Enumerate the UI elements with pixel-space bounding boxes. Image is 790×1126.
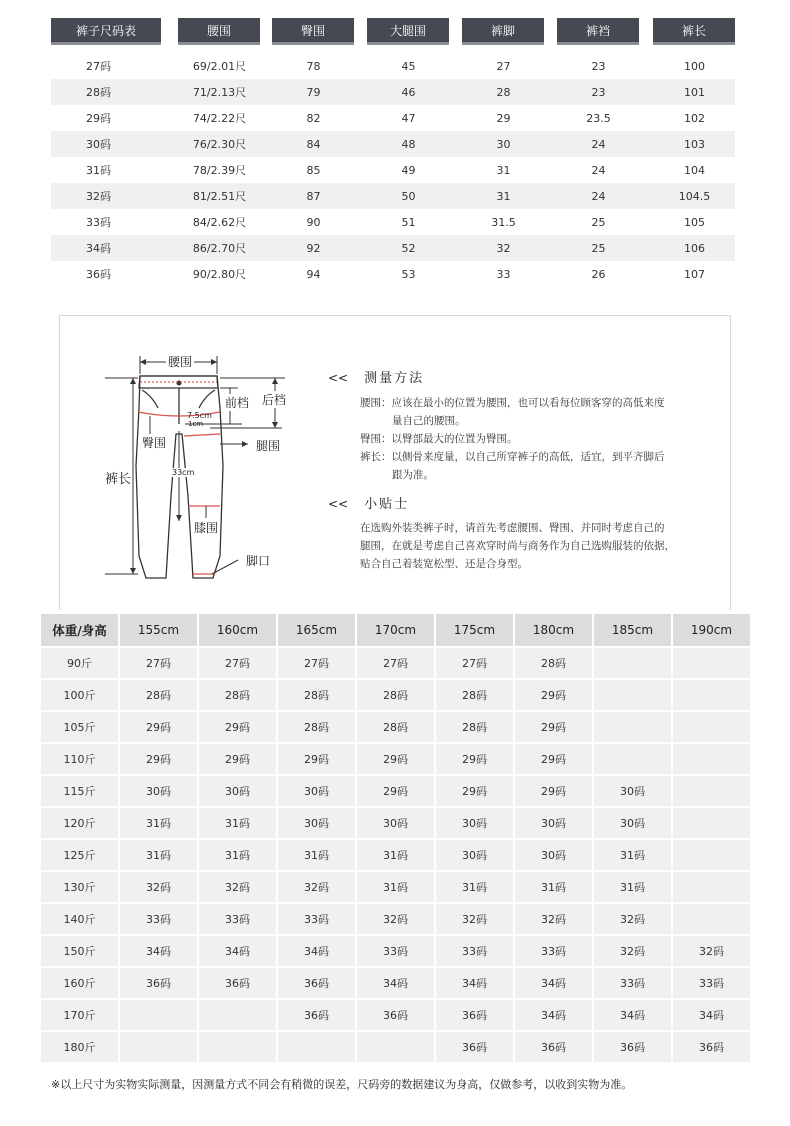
size-chart-cell: 92 [306,241,321,255]
tips-line: 贴合自己着装宽松型、还是合身型。 [360,558,528,570]
recommend-size-cell: 33码 [436,936,513,966]
recommend-size-cell: 32码 [278,872,355,902]
recommend-size-cell [199,1032,276,1062]
recommend-height-cell: 160cm [199,614,276,646]
tips-line: 腿围，在就是考虑自己喜欢穿时尚与商务作为自己选购服装的依据， [360,540,675,552]
size-chart-row [51,261,735,287]
recommend-size-cell [673,872,750,902]
size-chart-cell: 84 [306,137,321,151]
recommend-size-cell [594,648,671,678]
method-text [360,394,720,484]
recommend-size-cell [673,904,750,934]
recommend-size-cell: 36码 [594,1032,671,1062]
recommend-size-cell: 28码 [199,680,276,710]
size-chart-cell: 71/2.13尺 [192,86,247,99]
size-chart-cell: 31码 [86,164,111,177]
pocket-right [199,390,215,408]
size-chart-cell: 84/2.62尺 [192,216,247,229]
recommend-size-cell [199,1000,276,1030]
recommend-row [41,872,750,904]
size-chart-cell: 78/2.39尺 [192,164,247,177]
recommend-header-row [41,614,750,648]
recommend-size-cell: 30码 [594,776,671,806]
label-front-rise: 前档 [225,396,250,410]
size-chart-cell: 27码 [86,60,111,73]
recommend-size-cell: 31码 [278,840,355,870]
recommend-height-cell: 165cm [278,614,355,646]
size-chart-cell: 47 [401,111,416,125]
recommend-size-cell: 31码 [357,872,434,902]
size-chart-header-cell: 大腿围 [367,18,449,45]
size-chart-cell: 100 [684,59,705,73]
size-chart-row [51,235,735,261]
size-chart-row [51,79,735,105]
size-chart-row [51,157,735,183]
size-chart-cell: 48 [401,137,416,151]
method-line: 臀围：以臀部最大的位置为臀围。 [360,433,518,445]
size-chart-cell: 27 [496,59,511,73]
recommend-size-cell: 29码 [120,712,197,742]
recommend-size-cell: 28码 [278,680,355,710]
size-chart-cell: 31.5 [491,215,516,229]
recommend-row [41,968,750,1000]
recommend-size-cell: 33码 [120,904,197,934]
recommend-size-cell: 27码 [120,648,197,678]
recommend-size-cell: 29码 [120,744,197,774]
size-chart-cell: 76/2.30尺 [192,138,247,151]
size-chart-cell: 86/2.70尺 [192,242,247,255]
recommend-row [41,648,750,680]
size-chart-cell: 23.5 [586,111,611,125]
size-chart-cell: 33码 [86,216,111,229]
recommend-size-cell: 36码 [199,968,276,998]
size-chart-header-cell: 裤子尺码表 [51,18,161,45]
recommend-size-cell [594,712,671,742]
method-line: 跟为准。 [392,469,434,481]
recommend-weight-cell: 130斤 [41,872,118,902]
size-chart-cell: 46 [401,85,416,99]
recommend-size-cell [673,776,750,806]
recommend-height-cell: 155cm [120,614,197,646]
size-chart-cell: 28 [496,85,511,99]
tips-line: 在选购外装类裤子时，请首先考虑腰围、臀围、并同时考虑自己的 [360,522,665,534]
recommend-size-cell: 29码 [436,744,513,774]
recommend-size-cell: 29码 [357,744,434,774]
size-chart-cell: 103 [684,137,705,151]
recommend-size-cell: 30码 [199,776,276,806]
label-waist: 腰围 [168,355,193,369]
footnote: ※以上尺寸为实物实际测量，因测量方式不同会有稍微的误差，尺码旁的数据建议为身高，仅做参考，以收到实物为准。 [51,1078,633,1091]
recommend-weight-cell: 115斤 [41,776,118,806]
size-chart-cell: 25 [591,241,606,255]
recommend-height-cell: 180cm [515,614,592,646]
recommend-row [41,776,750,808]
recommend-size-cell: 36码 [357,1000,434,1030]
recommend-size-cell: 36码 [515,1032,592,1062]
recommend-size-cell: 30码 [357,808,434,838]
recommend-row [41,1032,750,1064]
recommend-weight-cell: 125斤 [41,840,118,870]
size-chart-cell: 49 [401,163,416,177]
recommend-size-cell [120,1032,197,1062]
recommend-row [41,904,750,936]
size-chart-cell: 25 [591,215,606,229]
size-chart-cell: 24 [591,163,606,177]
label-length: 裤长 [105,468,131,487]
size-chart-cell: 87 [306,189,321,203]
tips-text [360,519,720,573]
recommend-size-cell: 29码 [199,712,276,742]
recommend-weight-cell: 90斤 [41,648,118,678]
recommend-size-cell: 29码 [515,680,592,710]
recommend-size-cell: 29码 [278,744,355,774]
recommend-size-cell [673,744,750,774]
size-chart-header-cell: 腰围 [178,18,260,45]
recommend-size-cell: 30码 [278,776,355,806]
recommend-size-cell: 34码 [515,968,592,998]
recommend-size-cell [278,1032,355,1062]
recommend-height-cell: 175cm [436,614,513,646]
recommend-table [41,614,750,1064]
recommend-size-cell: 31码 [120,840,197,870]
recommend-size-cell: 32码 [199,872,276,902]
recommend-weight-cell: 140斤 [41,904,118,934]
recommend-size-cell: 29码 [436,776,513,806]
recommend-size-cell: 29码 [515,744,592,774]
recommend-size-cell: 29码 [515,712,592,742]
recommend-size-cell [673,680,750,710]
recommend-size-cell [357,1032,434,1062]
size-chart-cell: 51 [401,215,416,229]
size-chart-cell: 79 [306,85,321,99]
recommend-size-cell: 34码 [357,968,434,998]
recommend-size-cell: 34码 [278,936,355,966]
recommend-height-cell: 170cm [357,614,434,646]
size-chart-cell: 34码 [86,242,111,255]
size-chart-cell: 24 [591,189,606,203]
recommend-size-cell: 36码 [436,1032,513,1062]
recommend-size-cell: 33码 [673,968,750,998]
recommend-size-cell: 32码 [436,904,513,934]
size-chart-table [51,18,735,281]
size-chart-header-cell: 裤长 [653,18,735,45]
label-hip: 臀围 [142,436,167,450]
recommend-size-cell: 27码 [278,648,355,678]
chevron-icon: << [328,371,349,385]
recommend-size-cell: 28码 [357,712,434,742]
pocket-left [142,390,158,408]
size-chart-cell: 85 [306,163,321,177]
size-chart-row [51,209,735,235]
tips-title [328,493,409,512]
size-chart-cell: 45 [401,59,416,73]
recommend-size-cell: 32码 [594,904,671,934]
size-chart-row [51,53,735,79]
recommend-size-cell: 34码 [673,1000,750,1030]
label-back-rise: 后档 [262,393,287,407]
recommend-size-cell: 30码 [120,776,197,806]
label-thigh: 腿围 [256,439,281,453]
recommend-size-cell: 34码 [120,936,197,966]
size-chart-cell: 33 [496,267,511,281]
size-chart-cell: 90 [306,215,321,229]
recommend-size-cell: 31码 [436,872,513,902]
recommend-size-cell: 34码 [594,1000,671,1030]
recommend-size-cell: 29码 [357,776,434,806]
tips-title-text: 小贴士 [364,497,410,512]
size-chart-header-cell: 裤脚 [462,18,544,45]
recommend-size-cell: 27码 [357,648,434,678]
recommend-size-cell: 28码 [436,680,513,710]
method-line: 量自己的腰围。 [392,415,466,427]
recommend-size-cell: 32码 [515,904,592,934]
size-chart-cell: 26 [591,267,606,281]
size-chart-cell: 106 [684,241,705,255]
recommend-size-cell: 30码 [436,840,513,870]
recommend-size-cell: 28码 [120,680,197,710]
size-chart-cell: 105 [684,215,705,229]
size-chart-cell: 90/2.80尺 [192,268,247,281]
recommend-height-cell: 185cm [594,614,671,646]
recommend-size-cell: 34码 [199,936,276,966]
recommend-size-cell: 36码 [436,1000,513,1030]
method-line: 腰围：应该在最小的位置为腰围，也可以看每位顾客穿的高低来度 [360,397,665,409]
label-dim-1cm: 1cm [188,420,204,428]
recommend-weight-cell: 100斤 [41,680,118,710]
size-chart-cell: 50 [401,189,416,203]
label-hem: 脚口 [246,554,271,568]
method-title [328,367,424,386]
recommend-size-cell: 34码 [515,1000,592,1030]
recommend-size-cell [673,648,750,678]
recommend-size-cell: 32码 [120,872,197,902]
size-chart-cell: 82 [306,111,321,125]
size-chart-cell: 28码 [86,86,111,99]
size-chart-row [51,183,735,209]
recommend-weight-cell: 120斤 [41,808,118,838]
recommend-size-cell: 36码 [278,1000,355,1030]
recommend-size-cell [673,808,750,838]
recommend-size-cell [673,840,750,870]
recommend-size-cell: 31码 [199,840,276,870]
recommend-size-cell: 32码 [594,936,671,966]
recommend-size-cell: 36码 [278,968,355,998]
size-chart-cell: 23 [591,85,606,99]
recommend-size-cell: 33码 [357,936,434,966]
recommend-weight-cell: 150斤 [41,936,118,966]
recommend-size-cell: 32码 [673,936,750,966]
recommend-size-cell: 31码 [199,808,276,838]
recommend-size-cell: 30码 [594,808,671,838]
size-chart-cell: 94 [306,267,321,281]
size-chart-cell: 24 [591,137,606,151]
size-chart-cell: 30 [496,137,511,151]
size-chart-cell: 78 [306,59,321,73]
measurement-guide [59,315,731,610]
size-chart-header-cell: 臀围 [272,18,354,45]
size-chart-cell: 104 [684,163,705,177]
recommend-size-cell: 31码 [594,872,671,902]
recommend-size-cell [594,680,671,710]
recommend-row [41,680,750,712]
size-chart-cell: 102 [684,111,705,125]
recommend-size-cell: 28码 [436,712,513,742]
recommend-row [41,936,750,968]
arrow-heads [130,359,281,574]
size-chart-cell: 101 [684,85,705,99]
recommend-size-cell: 28码 [278,712,355,742]
size-chart-cell: 52 [401,241,416,255]
recommend-size-cell: 33码 [199,904,276,934]
recommend-size-cell [594,744,671,774]
recommend-row [41,840,750,872]
size-chart-cell: 74/2.22尺 [192,112,247,125]
chevron-icon: << [328,497,349,511]
size-chart-cell: 31 [496,163,511,177]
recommend-row [41,808,750,840]
size-chart-cell: 32码 [86,190,111,203]
size-chart-cell: 29 [496,111,511,125]
size-chart-cell: 32 [496,241,511,255]
recommend-size-cell [120,1000,197,1030]
recommend-size-cell: 32码 [357,904,434,934]
recommend-weight-cell: 105斤 [41,712,118,742]
recommend-size-cell: 36码 [120,968,197,998]
size-chart-cell: 36码 [86,268,111,281]
recommend-weight-cell: 180斤 [41,1032,118,1062]
recommend-size-cell: 27码 [199,648,276,678]
recommend-size-cell: 33码 [515,936,592,966]
recommend-row [41,744,750,776]
label-knee: 膝围 [194,521,219,535]
recommend-size-cell: 29码 [199,744,276,774]
recommend-weight-cell: 170斤 [41,1000,118,1030]
size-chart-header-cell: 裤裆 [557,18,639,45]
recommend-size-cell: 27码 [436,648,513,678]
recommend-corner-cell: 体重/身高 [41,614,118,646]
size-chart-cell: 30码 [86,138,111,151]
recommend-size-cell: 34码 [436,968,513,998]
size-chart-header [51,18,735,45]
size-chart-cell: 23 [591,59,606,73]
recommend-size-cell: 33码 [278,904,355,934]
recommend-row [41,1000,750,1032]
recommend-size-cell: 30码 [515,808,592,838]
label-dim-33cm: 33cm [172,468,195,477]
label-dim-7-5cm: 7.5cm [187,411,212,420]
size-chart-cell: 107 [684,267,705,281]
size-chart-body [51,53,735,287]
recommend-size-cell: 36码 [673,1032,750,1062]
size-chart-cell: 31 [496,189,511,203]
recommend-size-cell: 29码 [515,776,592,806]
recommend-size-cell [673,712,750,742]
size-chart-cell: 81/2.51尺 [192,190,247,203]
method-line: 裤长：以侧骨来度量，以自己所穿裤子的高低，适宜，到平齐脚后 [360,451,665,463]
size-chart-row [51,105,735,131]
recommend-size-cell: 30码 [436,808,513,838]
recommend-size-cell: 31码 [357,840,434,870]
recommend-size-cell: 31码 [515,872,592,902]
size-chart-cell: 104.5 [678,189,711,203]
thigh-line [184,434,220,436]
recommend-size-cell: 33码 [594,968,671,998]
recommend-size-cell: 28码 [357,680,434,710]
recommend-size-cell: 28码 [515,648,592,678]
recommend-size-cell: 31码 [594,840,671,870]
size-chart-row [51,131,735,157]
button [177,381,182,386]
recommend-size-cell: 30码 [278,808,355,838]
recommend-size-cell: 30码 [515,840,592,870]
recommend-size-cell: 31码 [120,808,197,838]
recommend-weight-cell: 160斤 [41,968,118,998]
size-chart-cell: 69/2.01尺 [192,60,247,73]
recommend-row [41,712,750,744]
recommend-weight-cell: 110斤 [41,744,118,774]
size-chart-cell: 53 [401,267,416,281]
recommend-height-cell: 190cm [673,614,750,646]
size-chart-cell: 29码 [86,112,111,125]
method-title-text: 测量方法 [364,371,425,386]
